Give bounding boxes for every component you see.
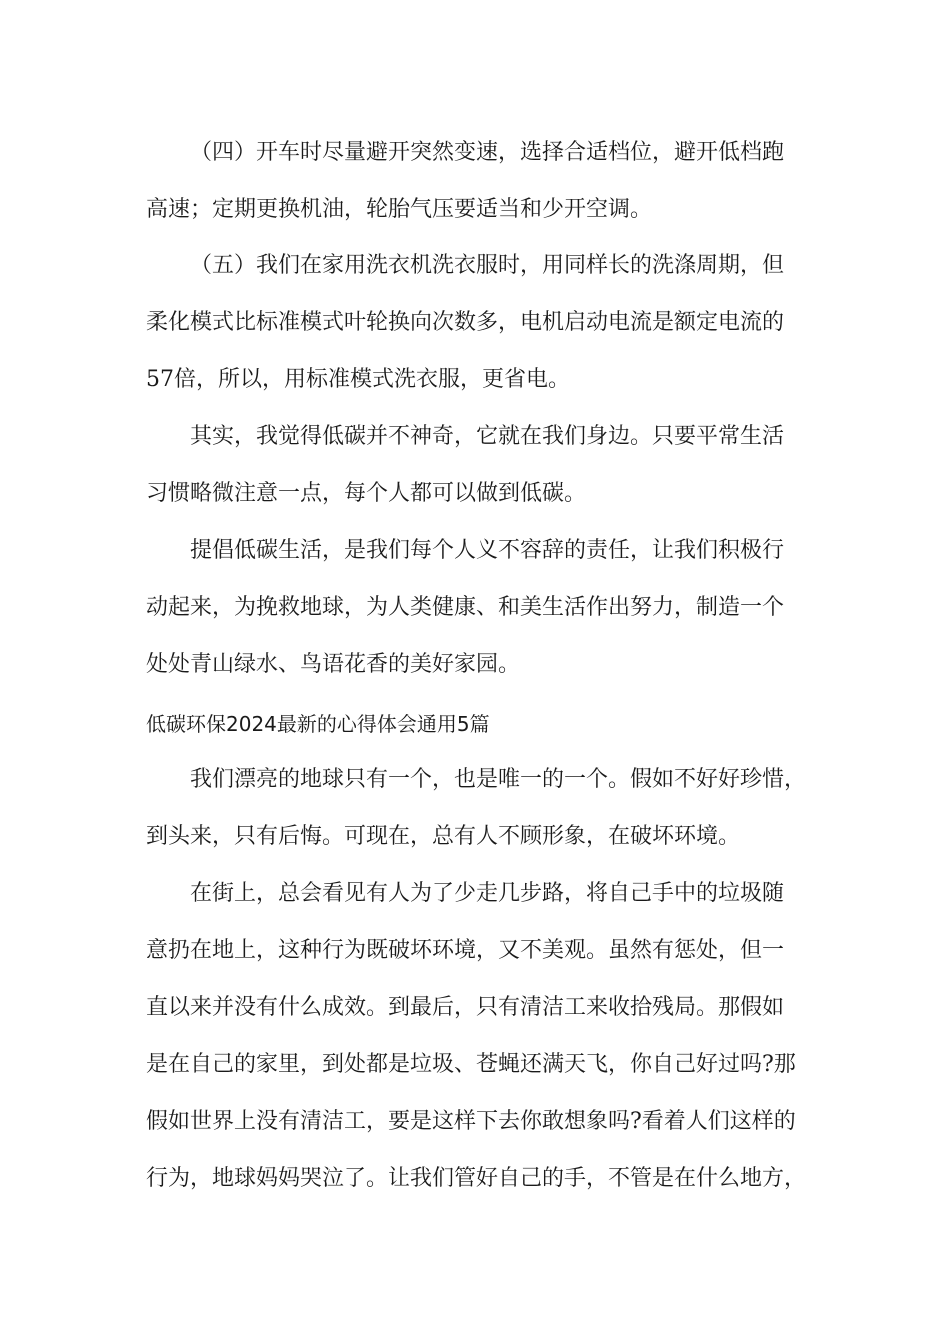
text-line: 57倍，所以，用标准模式洗衣服，更省电。	[146, 367, 570, 392]
text-line: 假如世界上没有清洁工，要是这样下去你敢想象吗?看着人们这样的	[146, 1109, 796, 1134]
text-line: 其实，我觉得低碳并不神奇，它就在我们身边。只要平常生活	[190, 424, 785, 449]
section-heading: 低碳环保2024最新的心得体会通用5篇	[146, 712, 490, 736]
text-line: 高速；定期更换机油，轮胎气压要适当和少开空调。	[146, 197, 653, 222]
text-line: 动起来，为挽救地球，为人类健康、和美生活作出努力，制造一个	[146, 595, 785, 620]
text-line: 是在自己的家里，到处都是垃圾、苍蝇还满天飞，你自己好过吗?那	[146, 1052, 796, 1077]
text-line: 柔化模式比标准模式叶轮换向次数多，电机启动电流是额定电流的	[146, 310, 785, 335]
text-line: 意扔在地上，这种行为既破坏环境，又不美观。虽然有惩处，但一	[146, 938, 785, 963]
text-line: 行为，地球妈妈哭泣了。让我们管好自己的手，不管是在什么地方，	[146, 1166, 807, 1191]
text-line: 处处青山绿水、鸟语花香的美好家园。	[146, 652, 521, 677]
text-line: 到头来，只有后悔。可现在，总有人不顾形象，在破坏环境。	[146, 824, 741, 849]
text-line: 直以来并没有什么成效。到最后，只有清洁工来收拾残局。那假如	[146, 995, 785, 1020]
text-line: 在街上，总会看见有人为了少走几步路，将自己手中的垃圾随	[190, 881, 785, 906]
text-line: （四）开车时尽量避开突然变速，选择合适档位，避开低档跑	[190, 140, 785, 165]
text-line: 习惯略微注意一点，每个人都可以做到低碳。	[146, 481, 587, 506]
text-line: （五）我们在家用洗衣机洗衣服时，用同样长的洗涤周期，但	[190, 253, 785, 278]
text-line: 我们漂亮的地球只有一个，也是唯一的一个。假如不好好珍惜，	[190, 767, 807, 792]
text-line: 提倡低碳生活，是我们每个人义不容辞的责任，让我们积极行	[190, 538, 785, 563]
